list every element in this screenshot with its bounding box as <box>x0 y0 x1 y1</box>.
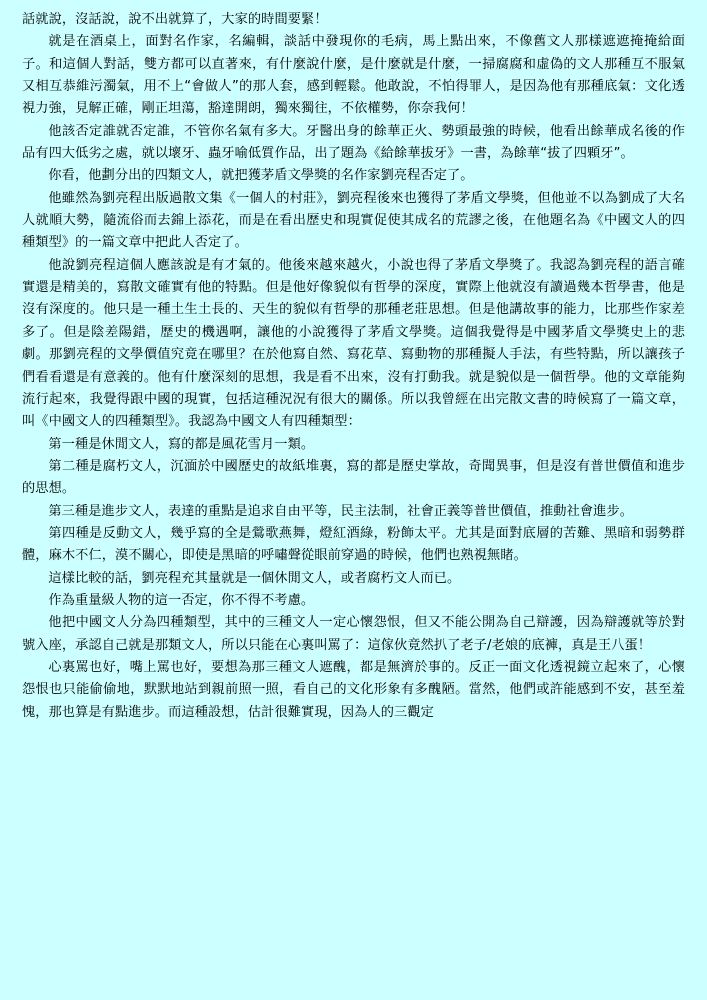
paragraph: 他說劉亮程這個人應該說是有才氣的。他後來越來越火，小說也得了茅盾文學獎了。我認為劉亮程的語言確實還是精美的，寫散文確實有他的特點。但是他好像貌似有哲學的深度，實際上他就沒有讀過幾本哲學書，他是沒有深度的。他只是一種土生土長的、天生的貌似有哲學的那種老莊思想。但是他講故事的能力，比那些作家差多了。但是陰差陽錯，歷史的機遇啊，讓他的小說獲得了茅盾文學獎。這個我覺得是中國茅盾文學獎史上的悲劇。那劉亮程的文學價值究竟在哪里？在於他寫自然、寫花草、寫動物的那種擬人手法，有些特點，所以讓孩子們看看還是有意義的。他有什麼深刻的思想，我是看不出來，沒有打動我。就是貌似是一個哲學。他的文章能夠流行起來，我覺得跟中國的現實，包括這種況況有很大的關係。所以我曾經在出完散文書的時候寫了一篇文章，叫《中國文人的四種類型》。我認為中國文人有四種類型： <box>22 257 685 430</box>
paragraph: 他該否定誰就否定誰，不管你名氣有多大。牙醫出身的餘華正火、勢頭最強的時候，他看出餘華成名後的作品有四大低劣之處，就以壞牙、蟲牙喻低質作品，出了題為《給餘華拔牙》一書，為餘華“拔了四顆牙”。 <box>22 123 685 162</box>
paragraph: 話就說，沒話說，說不出就算了，大家的時間要緊！ <box>22 12 328 27</box>
paragraph: 作為重量級人物的這一否定，你不得不考慮。 <box>48 592 315 608</box>
paragraph: 你看，他劃分出的四類文人，就把獲茅盾文學獎的名作家劉亮程否定了。 <box>48 168 474 184</box>
paragraph: 心裏罵也好，嘴上罵也好，要想為那三種文人遮醜，都是無濟於事的。反正一面文化透視鏡立起來了，心懷怨恨也只能偷偷地，默默地站到親前照一照，看自己的文化形象有多醜陋。當然，他們或許能感到不安，甚至羞愧，那也算是有點進步。而這種設想，估計很難實現，因為人的三觀定 <box>22 659 685 720</box>
paragraph: 他雖然為劉亮程出版過散文集《一個人的村莊》，劉亮程後來也獲得了茅盾文學獎，但他並不以為劉成了大名人就順大勢，隨流俗而去錦上添花，而是在看出歷史和現實促使其成名的荒謬之後，在他題名為《中國文人的四種類型》的一篇文章中把此人否定了。 <box>22 190 685 251</box>
paragraph: 第四種是反動文人，幾乎寫的全是鶯歌燕舞，燈紅酒綠，粉飾太平。尤其是面對底層的苦難、黑暗和弱勢群體，麻木不仁，漠不關心，即使是黑暗的呼嘯聲從眼前穿過的時候，他們也熟視無睹。 <box>22 525 685 564</box>
paragraph: 他把中國文人分為四種類型，其中的三種文人一定心懷怨恨，但又不能公開為自己辯護，因為辯護就等於對號入座，承認自己就是那類文人，所以只能在心裏叫罵了：這傢伙竟然扒了老子/老娘的底褲，真是王八蛋！ <box>22 615 685 653</box>
paragraph: 就是在酒桌上，面對名作家，名編輯，談話中發現你的毛病，馬上點出來，不像舊文人那樣遮遮掩掩給面子。和這個人對話，雙方都可以直著來，有什麼說什麼，是什麼就是什麼，一掃腐腐和虛偽的文人那種互不服氣又相互恭維污濁氣，用不上“會做人”的那人套，感到輕鬆。他敢說，不怕得罪人，是因為他有那種底氣：文化透視力強，見解正確，剛正坦蕩，豁達開朗，獨來獨往，不依權勢，你奈我何！ <box>22 34 685 117</box>
paragraph: 這樣比較的話，劉亮程充其量就是一個休閒文人，或者腐朽文人而已。 <box>48 570 461 586</box>
paragraph: 第二種是腐朽文人，沉湎於中國歷史的故紙堆裏，寫的都是歷史掌故，奇聞異事，但是沒有普世價值和進步的思想。 <box>22 458 685 497</box>
paragraph: 第三種是進步文人，表達的重點是追求自由平等，民主法制，社會正義等普世價值，推動社會進步。 <box>48 503 634 519</box>
paragraph: 第一種是休閒文人，寫的都是風花雪月一類。 <box>48 436 315 452</box>
